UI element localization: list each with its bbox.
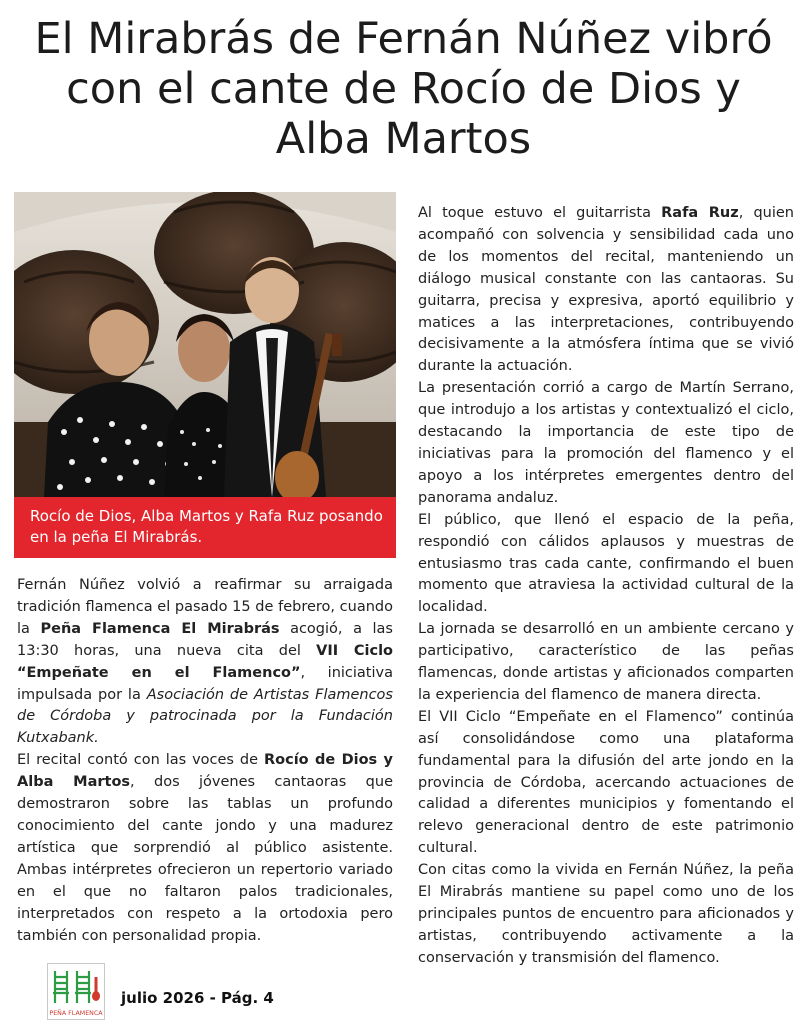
left-column (17, 575, 393, 947)
text-run: Fernán Núñez volvió a reafirmar su arraigada tradición flamenca el pasado 15 de febrero, cuando la (17, 577, 393, 637)
bold-run: Rocío de Dios y Alba Martos (17, 752, 393, 791)
paragraph: La presentación corrió a cargo de Martín Serrano, que introdujo a los artistas y contextualizó el ciclo, destacando la importancia de este tipo de iniciativas para la promoción del flamenco y el apoyo a los intérpretes emergentes dentro del panorama andaluz. (418, 380, 794, 506)
title-line: con el cante de Rocío de Dios y (66, 64, 741, 114)
text-run: , quien acompañó con solvencia y sensibilidad cada uno de los momentos del recital, manteniendo un diálogo musical constante con las cantaoras. Su guitarra, precisa y expresiva, aportó equilibrio y matices a las interpretaciones, contribuyendo decisivamente a la atmósfera íntima que se vivió durante la actuación. (418, 205, 794, 375)
text-run: , dos jóvenes cantaoras que demostraron sobre las tablas un profundo conocimiento del cante jondo y una madurez artística que sorprendió al público asistente. Ambas intérpretes ofrecieron un repertorio variado en el que no faltaron palos tradicionales, interpretados con respeto a la ortodoxia pero también con personalidad propia. (17, 774, 393, 944)
caption-line: Rocío de Dios, Alba Martos y Rafa Ruz posando (30, 507, 383, 525)
photo-illustration (14, 192, 396, 497)
bold-run: Rafa Ruz (661, 205, 739, 221)
article-photo (14, 192, 396, 497)
paragraph: Con citas como la vivida en Fernán Núñez, la peña El Mirabrás mantiene su papel como uno de los principales puntos de encuentro para aficionados y artistas, contribuyendo activamente a la conservación y transmisión del flamenco. (418, 862, 794, 966)
paragraph: El público, que llenó el espacio de la peña, respondió con cálidos aplausos y muestras de entusiasmo tras cada cante, confirmando el buen momento que atraviesa la actividad cultural de la localidad. (418, 511, 794, 616)
caption-line: en la peña El Mirabrás. (30, 528, 203, 546)
text-run: , iniciativa impulsada por la (17, 664, 393, 703)
paragraph (17, 750, 393, 947)
bold-run: Peña Flamenca El Mirabrás (40, 620, 280, 637)
svg-text:PEÑA FLAMENCA: PEÑA FLAMENCA (49, 1010, 103, 1017)
text-run: acogió, a las 13:30 horas, una nueva cita del (17, 620, 393, 659)
paragraph: El VII Ciclo “Empeñate en el Flamenco” continúa así consolidándose como una plataforma fundamental para la difusión del arte jondo en la provincia de Córdoba, acercando actuaciones de calidad a diferentes municipios y fomentando el relevo generacional dentro de este patrimonio cultural. (418, 708, 794, 857)
text-run: El recital contó con las voces de (17, 752, 264, 769)
title-line: Alba Martos (275, 114, 532, 164)
photo-caption (14, 497, 396, 558)
paragraph (17, 575, 393, 750)
text-run: Al toque estuvo el guitarrista (418, 205, 662, 221)
page-number: julio 2026 - Pág. 4 (121, 989, 274, 1007)
paragraph: La jornada se desarrolló en un ambiente cercano y participativo, característico de las peñas flamencas, donde artistas y aficionados comparten la experiencia del flamenco de manera directa. (418, 621, 794, 703)
bold-run: VII Ciclo “Empeñate en el Flamenco” (17, 642, 394, 681)
right-column (418, 203, 794, 970)
paragraph (418, 203, 794, 378)
title-line: El Mirabrás de Fernán Núñez vibró (34, 14, 773, 64)
article-title (0, 14, 807, 164)
pena-flamenca-logo (47, 963, 105, 1020)
italic-run: Asociación de Artistas Flamencos de Córdoba y patrocinada por la Fundación Kutxabank. (17, 686, 393, 747)
